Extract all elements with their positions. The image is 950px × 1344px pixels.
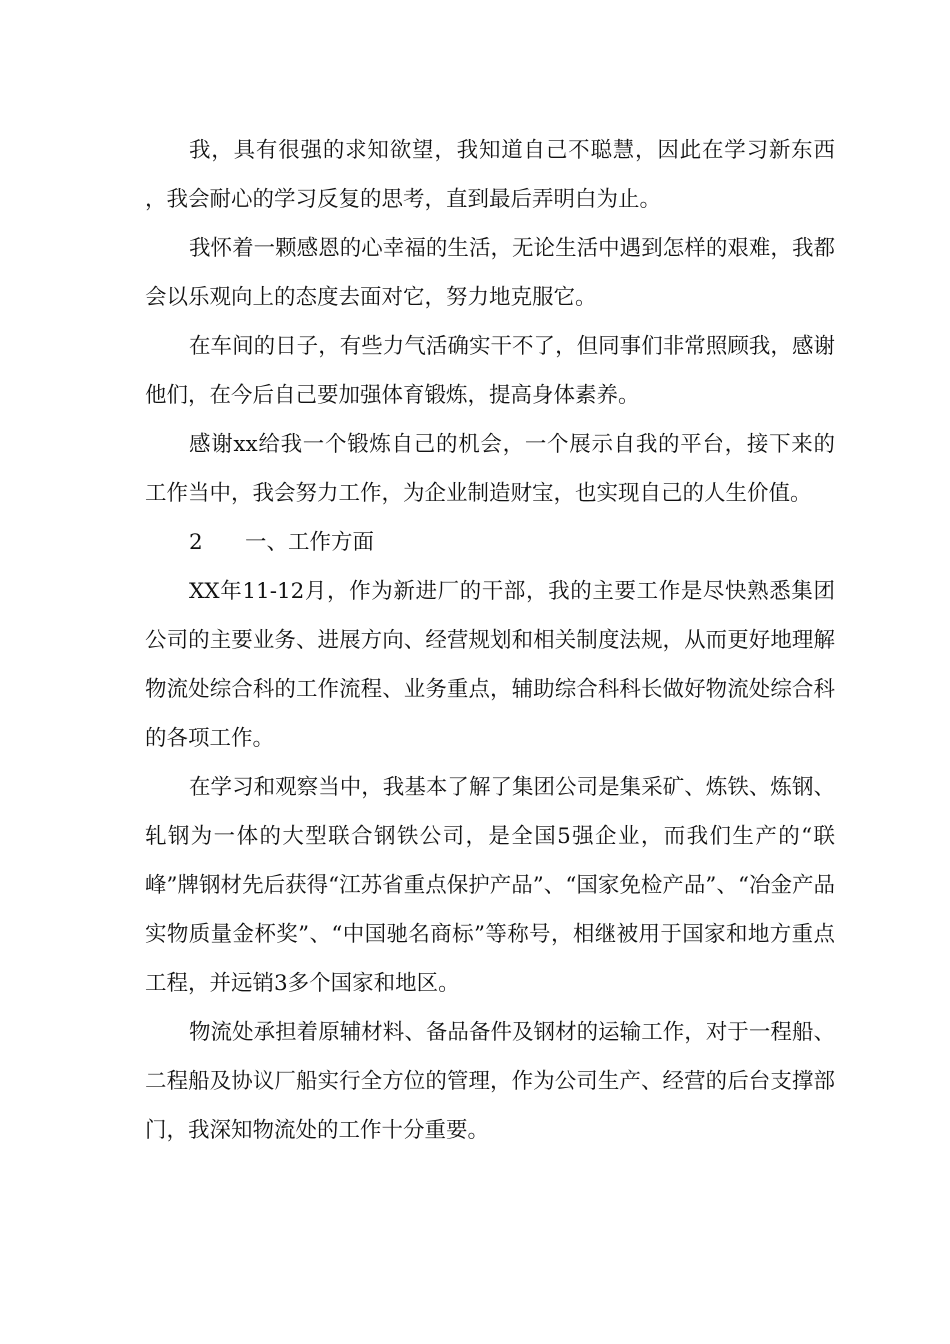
document-body bbox=[145, 126, 835, 1155]
paragraph-7: 物流处承担着原辅材料、备品备件及钢材的运输工作，对于一程船、二程船及协议厂船实行全方位的管理，作为公司生产、经营的后台支撑部门，我深知物流处的工作十分重要。 bbox=[145, 1020, 835, 1143]
paragraph-4: 感谢xx给我一个锻炼自己的机会，一个展示自我的平台，接下来的工作当中，我会努力工作，为企业制造财宝，也实现自己的人生价值。 bbox=[145, 432, 835, 506]
section-number: 2 bbox=[189, 530, 203, 555]
paragraph-6: 在学习和观察当中，我基本了解了集团公司是集采矿、炼铁、炼钢、轧钢为一体的大型联合钢铁公司，是全国5强企业，而我们生产的“联峰”牌钢材先后获得“江苏省重点保护产品”、“国家免检产品”、“冶金产品实物质量金杯奖”、“中国驰名商标”等称号，相继被用于国家和地方重点工程，并远销3多个国家和地区。 bbox=[145, 775, 835, 996]
paragraph-3: 在车间的日子，有些力气活确实干不了，但同事们非常照顾我，感谢他们，在今后自己要加强体育锻炼，提高身体素养。 bbox=[145, 334, 835, 408]
paragraph-2: 我怀着一颗感恩的心幸福的生活，无论生活中遇到怎样的艰难，我都会以乐观向上的态度去面对它，努力地克服它。 bbox=[145, 236, 835, 310]
section-heading bbox=[145, 518, 835, 567]
paragraph-5: XX年11-12月，作为新进厂的干部，我的主要工作是尽快熟悉集团公司的主要业务、进展方向、经营规划和相关制度法规，从而更好地理解物流处综合科的工作流程、业务重点，辅助综合科科长做好物流处综合科的各项工作。 bbox=[145, 579, 835, 751]
paragraph-1: 我，具有很强的求知欲望，我知道自己不聪慧，因此在学习新东西 ，我会耐心的学习反复的思考，直到最后弄明白为止。 bbox=[145, 138, 835, 212]
section-title: 一、工作方面 bbox=[245, 530, 375, 555]
